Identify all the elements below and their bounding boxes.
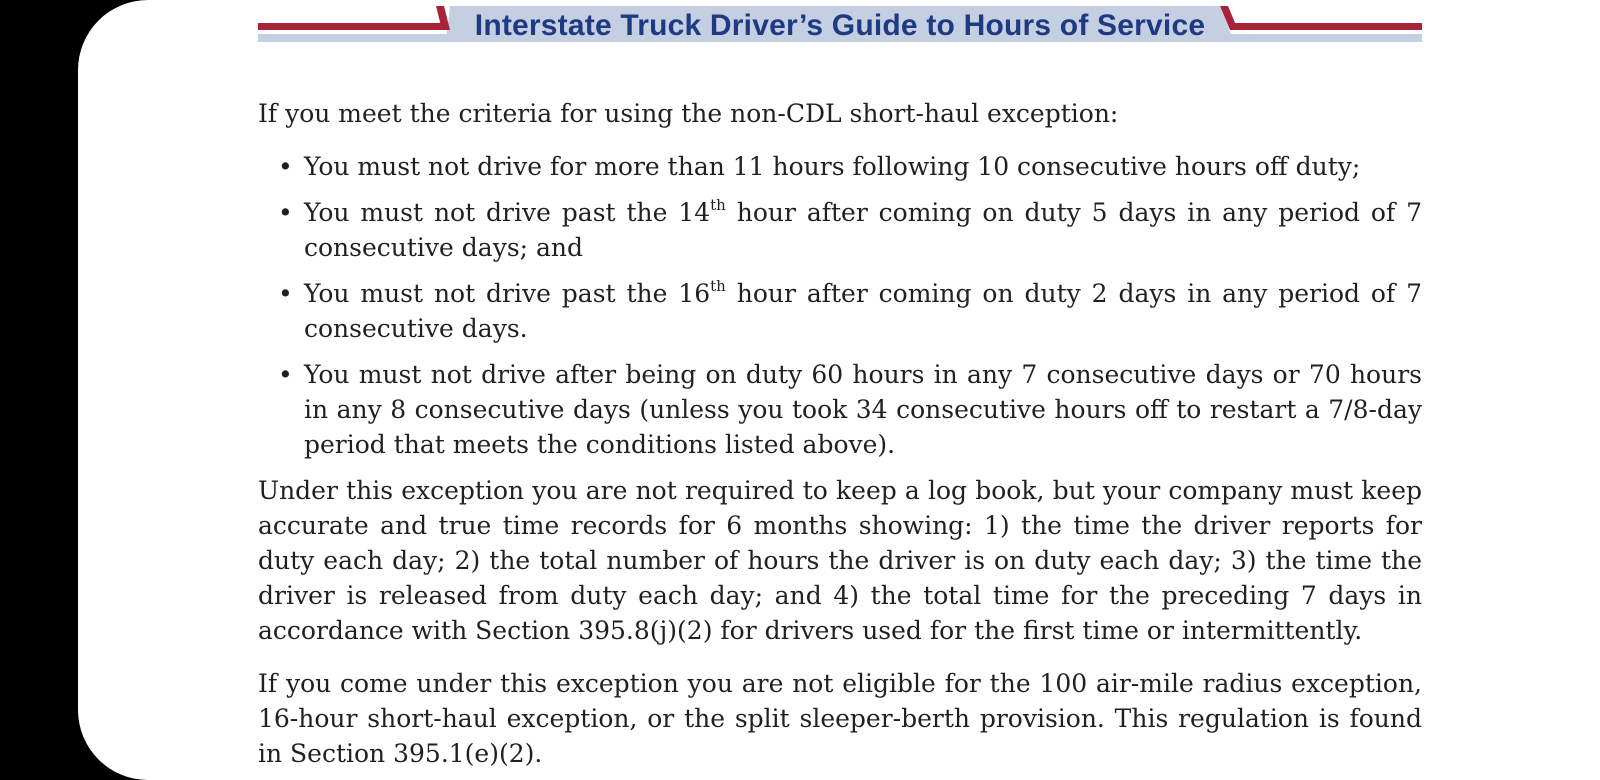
ordinal-suffix: th xyxy=(710,196,726,214)
list-item-text: You must not drive after being on duty 60 hours in any 7 consecutive days or 70 hours in any 8 consecutive days (unless you took 34 consecutive hours off to restart a 7/8-day period that meets the conditions listed above). xyxy=(304,360,1422,459)
ordinal-suffix: th xyxy=(710,277,726,295)
page-header-banner xyxy=(258,6,1422,46)
list-item-text: You must not drive for more than 11 hours following 10 consecutive hours off duty; xyxy=(304,152,1361,181)
bullet-icon: • xyxy=(278,198,293,227)
list-item-text-end: hour after coming on duty 5 days in any period of 7 consecutive days; and xyxy=(304,198,1423,262)
list-item-text-start: You must not drive past the 16 xyxy=(304,279,711,308)
bullet-icon: • xyxy=(278,360,293,389)
list-item xyxy=(258,276,1422,346)
list-item-text-end: hour after coming on duty 2 days in any period of 7 consecutive days. xyxy=(304,279,1423,343)
document-page xyxy=(78,0,1600,780)
list-item-text-start: You must not drive past the 14 xyxy=(304,198,711,227)
list-item xyxy=(258,195,1422,265)
bullet-icon: • xyxy=(278,279,293,308)
page-header-title: Interstate Truck Driver’s Guide to Hours of Service xyxy=(474,9,1206,42)
document-body xyxy=(258,96,1422,780)
bullet-icon: • xyxy=(278,152,293,181)
records-paragraph: Under this exception you are not required to keep a log book, but your company must keep accurate and true time records for 6 months showing: 1) the time the driver reports for duty each day; 2) the total number of hours the driver is on duty each day; 3) the time the driver is released from duty each day; and 4) the total time for the preceding 7 days in accordance with Section 395.8(j)(2) for drivers used for the first time or intermittently. xyxy=(258,476,1422,645)
intro-paragraph: If you meet the criteria for using the non-CDL short-haul exception: xyxy=(258,99,1119,128)
rules-list xyxy=(258,149,1422,462)
list-item xyxy=(258,357,1422,462)
list-item xyxy=(258,149,1422,184)
eligibility-paragraph: If you come under this exception you are not eligible for the 100 air-mile radius exception, 16-hour short-haul exception, or the split sleeper-berth provision. This regulation is found in Section 395.1(e)(2). xyxy=(258,669,1422,768)
